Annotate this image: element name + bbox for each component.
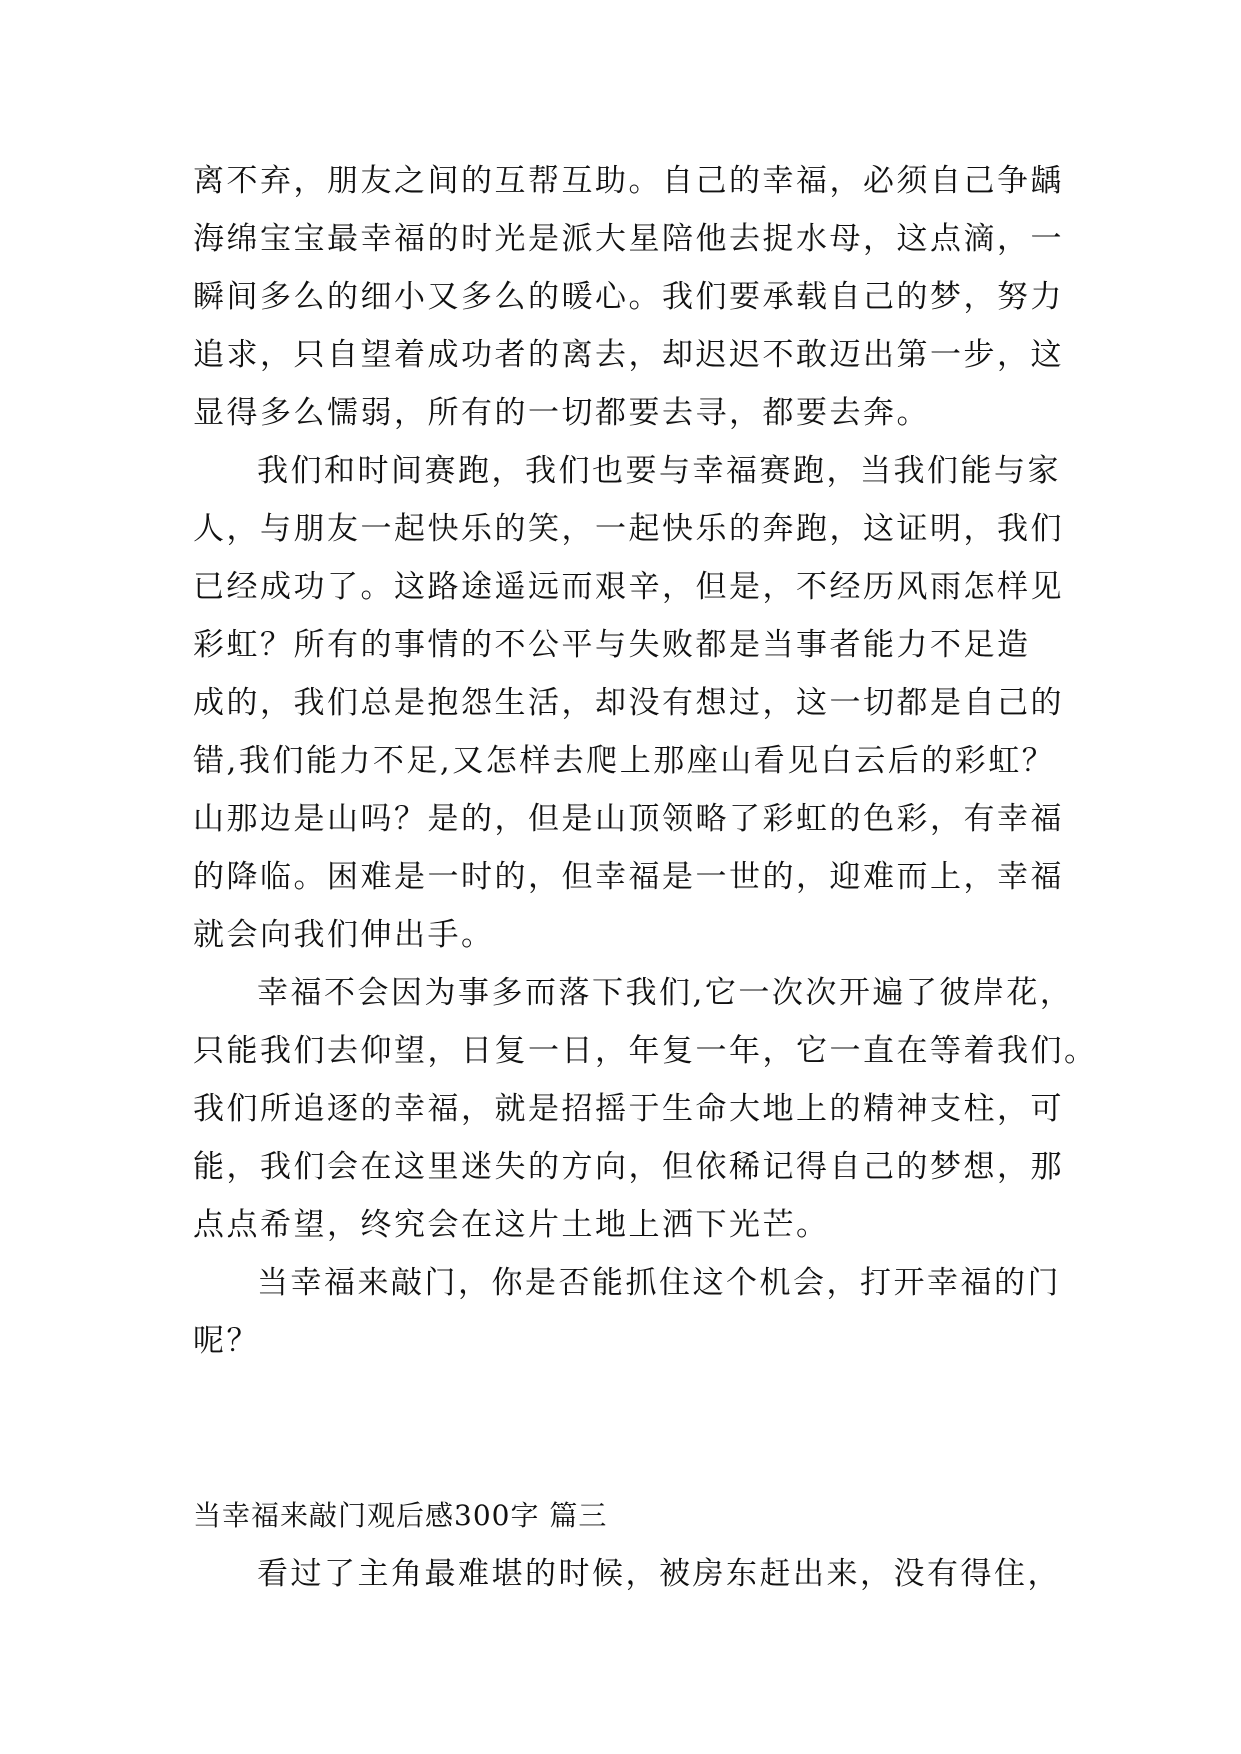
text-line: 的降临。困难是一时的，但幸福是一世的，迎难而上，幸福: [193, 859, 1064, 895]
text-line: 错,我们能力不足,又怎样去爬上那座山看见白云后的彩虹？: [193, 743, 1056, 779]
text-line: 我们所追逐的幸福，就是招摇于生命大地上的精神支柱，可: [193, 1091, 1064, 1127]
text-line: 人，与朋友一起快乐的笑，一起快乐的奔跑，这证明，我们: [193, 511, 1064, 547]
text-line: 点点希望，终究会在这片土地上洒下光芒。: [193, 1207, 830, 1243]
text-line: 山那边是山吗？是的，但是山顶领略了彩虹的色彩，有幸福: [193, 801, 1064, 837]
paragraph-start-line: 当幸福来敲门，你是否能抓住这个机会，打开幸福的门: [257, 1265, 1061, 1301]
text-line: 成的，我们总是抱怨生活，却没有想过，这一切都是自己的: [193, 685, 1064, 721]
text-line: 能，我们会在这里迷失的方向，但依稀记得自己的梦想，那: [193, 1149, 1064, 1185]
text-line: 瞬间多么的细小又多么的暖心。我们要承载自己的梦，努力: [193, 279, 1064, 315]
text-line: 就会向我们伸出手。: [193, 917, 495, 953]
text-line: 只能我们去仰望，日复一日，年复一年，它一直在等着我们。: [193, 1033, 1098, 1069]
text-line: 离不弃，朋友之间的互帮互助。自己的幸福，必须自己争龋: [193, 163, 1064, 199]
text-line: 彩虹？所有的事情的不公平与失败都是当事者能力不足造: [193, 627, 1031, 663]
text-line: 已经成功了。这路途遥远而艰辛，但是，不经历风雨怎样见: [193, 569, 1064, 605]
paragraph-start-line: 我们和时间赛跑，我们也要与幸福赛跑，当我们能与家: [257, 453, 1061, 489]
section-gap: [193, 1370, 1053, 1487]
paragraph-start-line: 幸福不会因为事多而落下我们,它一次次开遍了彼岸花，: [257, 975, 1074, 1011]
text-line: 显得多么懦弱，所有的一切都要去寻，都要去奔。: [193, 395, 930, 431]
text-line: 追求，只自望着成功者的离去，却迟迟不敢迈出第一步，这: [193, 337, 1064, 373]
section-heading: 当幸福来敲门观后感300字 篇三: [193, 1499, 608, 1532]
document-body: [193, 152, 1098, 1603]
paragraph-start-line: 看过了主角最难堪的时候，被房东赶出来，没有得住，: [257, 1556, 1061, 1592]
text-line: 呢？: [193, 1323, 260, 1359]
text-line: 海绵宝宝最幸福的时光是派大星陪他去捉水母，这点滴，一: [193, 221, 1064, 257]
